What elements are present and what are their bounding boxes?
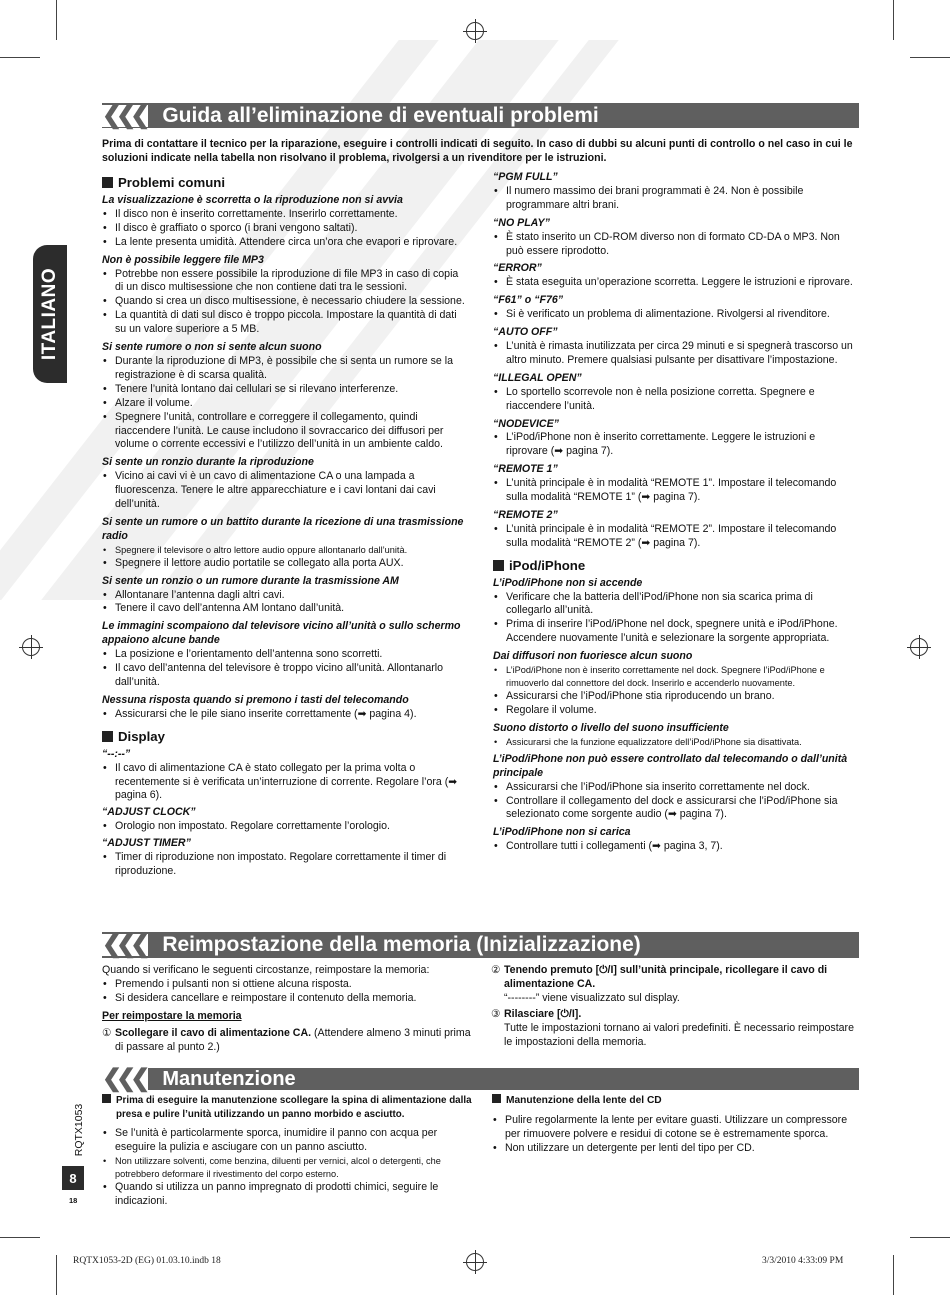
display-message: “F61” o “F76” <box>493 294 564 307</box>
list-item: • Timer di riproduzione non impostato. Regolare correttamente il timer di riproduzione. <box>102 851 468 879</box>
display-message: “ADJUST TIMER” <box>102 837 191 850</box>
section-header-troubleshooting <box>102 103 859 128</box>
step-instruction: Tenendo premuto [⏻/I] sull’unità principale, ricollegare il cavo di alimentazione CA. <box>504 964 828 990</box>
list-item: • È stato inserito un CD-ROM diverso non di formato CD-DA o MP3. Non può essere riprodotto. <box>493 231 859 259</box>
list-item: • Quando si crea un disco multisessione, è necessario chiudere la sessione. <box>102 295 468 309</box>
memory-reset-right <box>491 964 861 1049</box>
problem-heading: Si sente un ronzio o un rumore durante la trasmissione AM <box>102 574 399 587</box>
list-item: • L’unità è rimasta inutilizzata per circa 29 minuti e si spegnerà trascorso un altro minuto. Premere qualsiasi pulsante per disattivare l’impostazione. <box>493 340 859 368</box>
memory-reset-left <box>102 964 477 1054</box>
list-item: • Spegnere l’unità, controllare e correggere il collegamento, quindi riaccendere l’unità. Le cause includono il sovraccarico dei diffusori per volume o corrente eccessivi e l’utilizzo dell’unità in un ambiente caldo. <box>102 411 468 453</box>
step-3 <box>491 1008 861 1022</box>
list-item: • Alzare il volume. <box>102 397 468 411</box>
display-message: “ADJUST CLOCK” <box>102 806 196 819</box>
problem-heading: Nessuna risposta quando si premono i tasti del telecomando <box>102 693 409 706</box>
list-item: • Il cavo di alimentazione CA è stato collegato per la prima volta o recentemente si è verificata un’interruzione di corrente. Regolare l’ora (➡ pagina 6). <box>102 762 468 804</box>
step-number: ③ <box>491 1007 501 1020</box>
display-message: “--:--” <box>102 747 131 760</box>
list-item: • Non utilizzare solventi, come benzina, diluenti per vernici, alcol o detergenti, che potrebbero deformare il rivestimento del corpo esterno. <box>102 1155 474 1181</box>
crop-mark <box>56 1255 57 1295</box>
registration-mark-icon <box>466 1253 484 1271</box>
problem-heading: L’iPod/iPhone non si accende <box>493 576 643 589</box>
list-item: • Tenere l’unità lontano dai cellulari se si rilevano interferenze. <box>102 383 468 397</box>
chevron-icon: ❮❮❮ <box>100 934 148 956</box>
crop-mark <box>0 1237 40 1238</box>
page-number-small: 18 <box>69 1196 78 1205</box>
display-message: “ERROR” <box>493 262 542 275</box>
problem-heading: Dai diffusori non fuoriesce alcun suono <box>493 650 693 663</box>
list-item: • L’iPod/iPhone non è inserito correttamente. Leggere le istruzioni e riprovare (➡ pagina 7). <box>493 431 859 459</box>
list-item: • Orologio non impostato. Regolare correttamente l’orologio. <box>102 820 468 834</box>
language-tab-label: ITALIANO <box>39 267 60 361</box>
problem-heading: La visualizzazione è scorretta o la riproduzione non si avvia <box>102 194 403 206</box>
list-item: • Il disco è graffiato o sporco (i brani vengono saltati). <box>102 222 468 236</box>
list-item: • Assicurarsi che l’iPod/iPhone sia inserito correttamente nel dock. <box>493 781 859 795</box>
display-message: “REMOTE 1” <box>493 463 558 476</box>
step-number: ① <box>102 1026 112 1039</box>
step-number: ② <box>491 964 501 976</box>
problem-heading: Non è possibile leggere file MP3 <box>102 253 264 266</box>
display-message: “PGM FULL” <box>493 171 558 183</box>
list-item: • La quantità di dati sul disco è troppo piccola. Impostare la quantità di dati su un valore superiore a 5 MB. <box>102 309 468 337</box>
crop-mark <box>893 1255 894 1295</box>
problem-heading: Si sente rumore o non si sente alcun suono <box>102 341 322 354</box>
square-bullet-icon <box>102 731 113 742</box>
list-item: • Assicurarsi che le pile siano inserite correttamente (➡ pagina 4). <box>102 708 468 722</box>
list-item: • Si desidera cancellare e reimpostare il contenuto della memoria. <box>102 992 477 1006</box>
problem-heading: L’iPod/iPhone non si carica <box>493 826 631 839</box>
step-2 <box>491 964 861 992</box>
square-bullet-icon <box>102 177 113 188</box>
square-bullet-icon <box>492 1094 501 1103</box>
list-item: • Premendo i pulsanti non si ottiene alcuna risposta. <box>102 978 477 992</box>
subheading-ipod: iPod/iPhone <box>493 557 859 574</box>
footer-file-info: RQTX1053-2D (EG) 01.03.10.indb 18 <box>73 1256 221 1266</box>
display-message: “NO PLAY” <box>493 216 550 229</box>
registration-mark-icon <box>910 638 928 656</box>
section-header-maintenance <box>102 1065 859 1092</box>
problem-heading: Si sente un rumore o un battito durante la ricezione di una trasmissione radio <box>102 515 464 542</box>
crop-mark <box>893 0 894 40</box>
maintenance-heading: Manutenzione della lente del CD <box>492 1094 852 1108</box>
list-item: • Controllare il collegamento del dock e assicurarsi che l’iPod/iPhone sia selezionato come sorgente audio (➡ pagina 7). <box>493 795 859 823</box>
step-instruction: Rilasciare [⏻/I]. <box>504 1007 582 1020</box>
list-item: • Tenere il cavo dell’antenna AM lontano dall’unità. <box>102 602 468 616</box>
list-item: • Il disco non è inserito correttamente. Inserirlo correttamente. <box>102 208 468 222</box>
display-message: “NODEVICE” <box>493 417 559 430</box>
step-detail: Tutte le impostazioni tornano ai valori predefiniti. È necessario reimpostare le impostazioni della memoria. <box>504 1021 854 1048</box>
problem-heading: Le immagini scompaiono dal televisore vicino all’unità o sullo schermo appaiono alcune bande <box>102 620 461 647</box>
list-item: • Durante la riproduzione di MP3, è possibile che si senta un rumore se la registrazione è di scarsa qualità. <box>102 355 468 383</box>
crop-mark <box>0 57 40 58</box>
problem-heading: L’iPod/iPhone non può essere controllato dal telecomando o dall’unità principale <box>493 752 848 779</box>
list-item: • Si è verificato un problema di alimentazione. Rivolgersi al rivenditore. <box>493 308 859 322</box>
list-item: • Assicurarsi che la funzione equalizzatore dell’iPod/iPhone sia disattivata. <box>493 736 859 749</box>
list-item: • L’unità principale è in modalità “REMOTE 1”. Impostare il telecomando sulla modalità “REMOTE 1” (➡ pagina 7). <box>493 477 859 505</box>
list-item: • Allontanare l’antenna dagli altri cavi. <box>102 589 468 603</box>
list-item: • È stata eseguita un’operazione scorretta. Leggere le istruzioni e riprovare. <box>493 276 859 290</box>
step-detail: (Attendere almeno 3 minuti prima di passare al punto 2.) <box>115 1026 471 1053</box>
chevron-icon: ❮❮❮ <box>100 1068 148 1090</box>
list-item: • Non utilizzare un detergente per lenti del tipo per CD. <box>492 1142 852 1156</box>
page-number-box <box>62 1166 84 1190</box>
list-item: • Prima di inserire l’iPod/iPhone nel dock, spegnere unità e iPod/iPhone. Accendere nuovamente l’unità e selezionare la sorgente appropriata. <box>493 618 859 646</box>
list-item: • La lente presenta umidità. Attendere circa un’ora che evapori e riprovare. <box>102 236 468 250</box>
list-item: • La posizione e l’orientamento dell’antenna sono scorretti. <box>102 648 468 662</box>
list-item: • Assicurarsi che l’iPod/iPhone stia riproducendo un brano. <box>493 690 859 704</box>
square-bullet-icon <box>102 1094 111 1103</box>
maintenance-right <box>492 1094 852 1156</box>
problem-heading: Si sente un ronzio durante la riproduzione <box>102 456 314 469</box>
registration-mark-icon <box>22 638 40 656</box>
registration-mark-icon <box>466 22 484 40</box>
list-item: • Verificare che la batteria dell’iPod/iPhone non sia scarica prima di collegarlo all’unità. <box>493 591 859 619</box>
display-message: “ILLEGAL OPEN” <box>493 371 582 384</box>
procedure-heading: Per reimpostare la memoria <box>102 1009 242 1022</box>
list-item: • Spegnere il televisore o altro lettore audio oppure allontanarlo dall’unità. <box>102 544 468 557</box>
section-title: Manutenzione <box>162 1067 296 1090</box>
maintenance-left <box>102 1094 474 1209</box>
list-item: • Potrebbe non essere possibile la riproduzione di file MP3 in caso di copia di un disco multisessione che non contiene dati tra le sessioni. <box>102 268 468 296</box>
crop-mark <box>56 0 57 40</box>
section-header-memory-reset <box>102 932 859 958</box>
list-item: • L’iPod/iPhone non è inserito correttamente nel dock. Spegnere l’iPod/iPhone e rimuoverlo dal connettore del dock. Inserirlo e accenderlo nuovamente. <box>493 664 859 690</box>
step-detail: “--------” viene visualizzato sul display. <box>504 991 680 1004</box>
list-item: • L’unità principale è in modalità “REMOTE 2”. Impostare il telecomando sulla modalità “REMOTE 2” (➡ pagina 7). <box>493 523 859 551</box>
list-item: • Lo sportello scorrevole non è nella posizione corretta. Spegnere e riaccendere l’unità. <box>493 386 859 414</box>
chevron-icon: ❮❮❮ <box>100 105 148 127</box>
crop-mark <box>910 1237 950 1238</box>
display-message: “AUTO OFF” <box>493 326 558 339</box>
section-title: Guida all’eliminazione di eventuali problemi <box>162 103 599 127</box>
list-item: • Se l’unità è particolarmente sporca, inumidire il panno con acqua per eseguire la pulizia e asciugare con un panno asciutto. <box>102 1127 474 1155</box>
problem-heading: Suono distorto o livello del suono insufficiente <box>493 721 729 734</box>
step-instruction: Scollegare il cavo di alimentazione CA. <box>115 1026 312 1039</box>
square-bullet-icon <box>493 560 504 571</box>
left-column <box>102 172 468 879</box>
list-item: • Quando si utilizza un panno impregnato di prodotti chimici, seguire le indicazioni. <box>102 1181 474 1209</box>
display-message: “REMOTE 2” <box>493 508 558 521</box>
right-column <box>493 171 859 854</box>
list-item: • Pulire regolarmente la lente per evitare guasti. Utilizzare un compressore per rimuovere polvere e residui di cotone se è estremamente sporca. <box>492 1114 852 1142</box>
step-1 <box>102 1027 477 1055</box>
list-item: • Il cavo dell’antenna del televisore è troppo vicino all’unità. Allontanarlo dall’unità. <box>102 662 468 690</box>
list-item: • Regolare il volume. <box>493 704 859 718</box>
doc-code: RQTX1053 <box>73 1103 85 1157</box>
crop-mark <box>910 57 950 58</box>
intro-paragraph: Prima di contattare il tecnico per la riparazione, eseguire i controlli indicati di seguito. In caso di dubbi su alcuni punti di controllo o nel caso in cui le soluzioni indicate nella tabella non risolvano il problema, rivolgersi a un rivenditore per le istruzioni. <box>102 138 853 164</box>
subheading-display: Display <box>102 728 468 745</box>
page-number: 8 <box>69 1170 77 1186</box>
subheading-common-problems: Problemi comuni <box>102 174 468 191</box>
footer-timestamp: 3/3/2010 4:33:09 PM <box>762 1256 844 1266</box>
list-item: • Spegnere il lettore audio portatile se collegato alla porta AUX. <box>102 557 468 571</box>
section-title: Reimpostazione della memoria (Inizializzazione) <box>162 933 641 956</box>
list-item: • Il numero massimo dei brani programmati è 24. Non è possibile programmare altri brani. <box>493 185 859 213</box>
maintenance-heading: Prima di eseguire la manutenzione scollegare la spina di alimentazione dalla presa e pulire l’unità utilizzando un panno morbido e asciutto. <box>102 1094 474 1121</box>
paragraph: Quando si verificano le seguenti circostanze, reimpostare la memoria: <box>102 964 430 976</box>
list-item: • Controllare tutti i collegamenti (➡ pagina 3, 7). <box>493 840 859 854</box>
list-item: • Vicino ai cavi vi è un cavo di alimentazione CA o una lampada a fluorescenza. Tenere le altre apparecchiature e i cavi lontani dai cavi dell’unità. <box>102 470 468 512</box>
